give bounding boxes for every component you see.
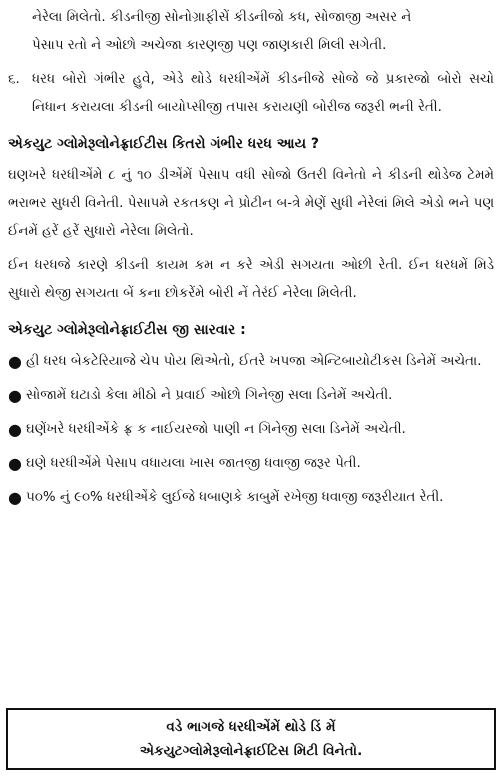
list-item-text: ઘણે ધરધીએંમે પેસાપ વધાયલા ખાસ જાતજી ધવાજી જરૂર પેતી. (26, 456, 361, 471)
severity-paragraph-2: ઈન ધરધજે કારણે કીડની કાયમ કમ ન કરે એડી સગયતા ઓછી રેતી. ઈન ધરધમેં મિડે સુધારો થેજી સગયતા બેં કના છોકરેંમે બોરી નેં તેરંઈ નેરેલા મિલેતી. (8, 258, 494, 301)
section-heading-treatment: એકયુટ ગ્લોમેરૂલોનેફ્રાઈટીસ જી સારવાર : (8, 322, 246, 338)
bullet-icon: ● (8, 386, 22, 405)
list-item-text: ૫૦% નું ૯૦% ધરધીએંકે લુઈજે ધબાણકે કાબુમેં રખેજી ધવાજી જરૂરીયાત રેતી. (26, 490, 444, 505)
severity-paragraph-1: ઘણખરે ધરધીએંમે ૮ નું ૧૦ ડીએંમેં પેસાપ વધી સોજો ઉતરી વિનેતો ને કીડની થોડેજ ટેમમે ભરાભર સુધરી વિનેતી. પેસાપમે રકતકણ ને પ્રોટીન બ-ત્રે મેણેં સુધી નેરેલાં મિલે એડો ભને પણ ઈનમેં હરેં હરેં સુધારો નેરેલા મિલેતો. (8, 168, 494, 239)
bullet-icon: ● (8, 352, 22, 371)
summary-callout-box (6, 708, 496, 770)
list-item (8, 450, 494, 478)
bullet-icon: ● (8, 454, 22, 473)
callout-line-2: એકયુટગ્લોમેરૂલોનેફ્રાઈટિસ મિટી વિનેતો. (139, 743, 363, 759)
list-item (8, 348, 494, 376)
treatment-list (8, 348, 494, 512)
list-item (8, 382, 494, 410)
intro-line-2: પેસાપ રતો ને ઓછો અચેજા કારણજી પણ જાણકારી મિલી સગેતી. (32, 38, 387, 53)
bullet-icon: ● (8, 420, 22, 439)
list-item (8, 484, 494, 512)
bullet-icon: ● (8, 488, 22, 507)
point-number: ૬. (8, 72, 20, 87)
point-text: ધરધ બોરો ગંભીર હુવે, એડે થોડે ધરધીએંમેં કીડનીજે સોજે જે પ્રકારજો બોરો સચો નિધાન કરાયલા કીડની બાયોપ્સીજી તપાસ કરાયણી બોરીજ જરૂરી ભની રેતી. (32, 72, 494, 115)
intro-line-1: નેરેલા મિલેતો. કીડનીજી સોનોગ્રાફીસેં કીડનીજો કધ, સોજાજી અસર ને (32, 10, 412, 25)
numbered-point-6 (8, 66, 494, 122)
callout-line-1: વડે ભાગજે ધરધીએંમેં થોડે ડિં મેં (166, 719, 336, 735)
list-item-text: હી ધરધ બેકટેરિયાજે ચેપ પોય થિએતો, ઈતરે ખપજા એન્ટિબાયોટીકસ ડિનેમેં અચેતા. (26, 354, 482, 369)
list-item-text: સોજામેં ઘટાડો કેલા મીઠો ને પ્રવાઈ ઓછો ગિનેજી સલા ડિનેમેં અચેતી. (26, 388, 393, 403)
list-item-text: ઘણેંખરે ધરધીએંકે ફ્ર ક નાઈયરજો પાણી ન ગિનેજી સલા ડિનેમેં અચેતી. (26, 422, 406, 437)
list-item (8, 416, 494, 444)
section-heading-severity: એકયુટ ગ્લોમેરૂલોનેફ્રાઈટીસ કિતરો ગંભીર ધરધ આય ? (8, 136, 320, 152)
